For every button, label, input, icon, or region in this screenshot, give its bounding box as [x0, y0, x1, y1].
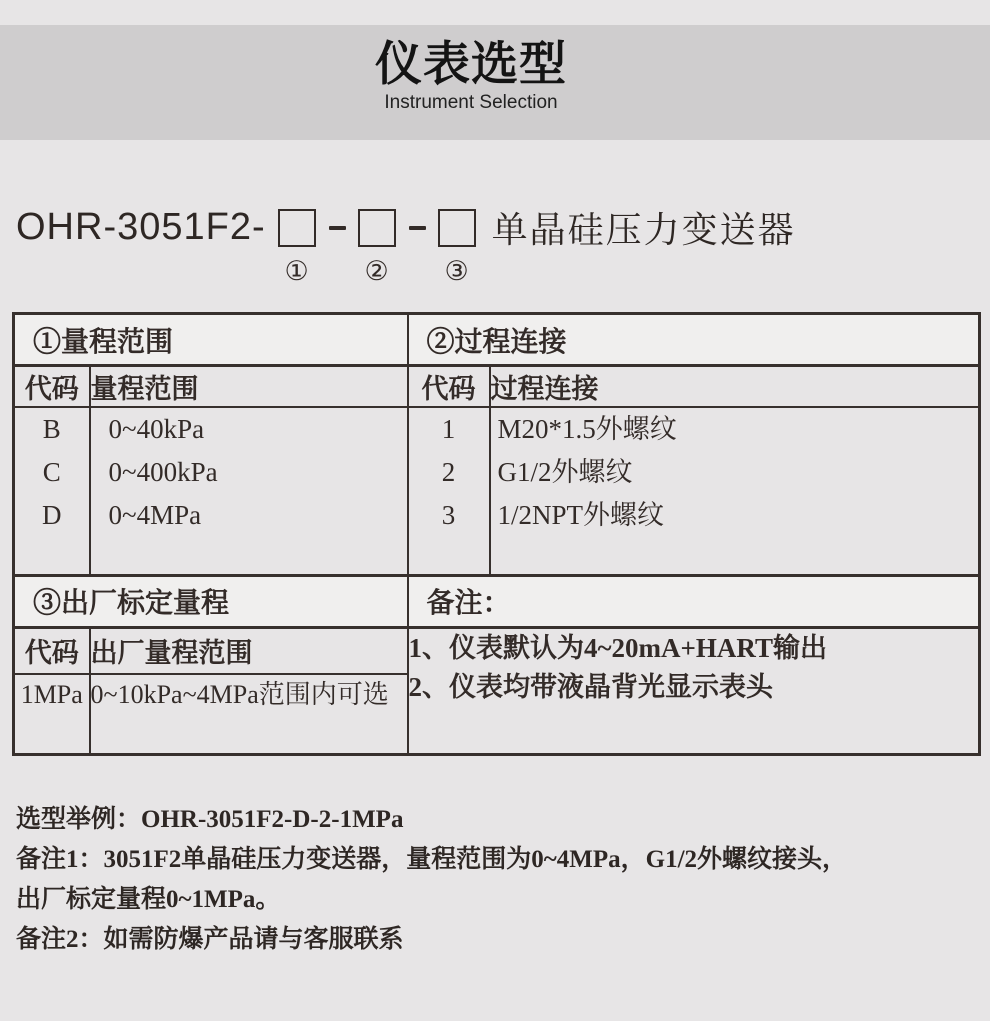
page-title: 仪表选型 — [375, 37, 567, 90]
model-slot-2 — [358, 209, 396, 286]
note1-line1: 备注1：3051F2单晶硅压力变送器，量程范围为0~4MPa，G1/2外螺纹接头， — [16, 845, 848, 873]
table-body-row — [14, 407, 980, 575]
connection-value: G1/2外螺纹 — [497, 457, 633, 487]
code-box-1 — [278, 209, 316, 247]
range-code: C — [42, 457, 61, 487]
remarks-title: 备注： — [408, 575, 980, 627]
model-slot-1 — [278, 209, 316, 286]
note1-line2: 出厂标定量程0~1MPa。 — [16, 885, 281, 913]
range-code: B — [42, 414, 61, 444]
range-value: 0~40kPa — [108, 414, 205, 444]
remark-item: 1、仪表默认为4~20mA+HART输出 — [408, 632, 827, 663]
remark-item: 2、仪表均带液晶背光显示表头 — [408, 671, 774, 702]
code-box-2 — [358, 209, 396, 247]
code-box-3 — [438, 209, 476, 247]
connection-code: 2 — [441, 457, 456, 487]
page-subtitle: Instrument Selection — [384, 92, 558, 114]
column-header-row-1 — [14, 366, 980, 408]
range-value: 0~4MPa — [108, 500, 202, 530]
factory-range-code: 1MPa — [14, 674, 90, 754]
model-suffix: 单晶硅压力变送器 — [491, 209, 796, 250]
connection-code: 3 — [441, 500, 456, 530]
model-slot-3 — [438, 209, 476, 286]
model-prefix: OHR-3051F2- — [16, 206, 266, 248]
selection-example: 选型举例：OHR-3051F2-D-2-1MPa — [16, 805, 404, 833]
slot-2-label: ② — [364, 255, 389, 286]
section1-values — [109, 408, 407, 537]
bottom-notes — [16, 800, 980, 960]
column-header-row-2 — [14, 627, 980, 674]
connection-value: 1/2NPT外螺纹 — [497, 500, 665, 530]
remarks-cell — [408, 627, 980, 754]
section1-col2-header: 量程范围 — [90, 366, 408, 408]
section2-col2-header: 过程连接 — [490, 366, 980, 408]
section1-codes — [15, 408, 89, 537]
selection-table — [12, 312, 981, 756]
slot-3-label: ③ — [444, 255, 469, 286]
section3-title: ③出厂标定量程 — [14, 575, 408, 627]
note2: 备注2：如需防爆产品请与客服联系 — [16, 925, 404, 953]
dash-separator-2 — [409, 226, 426, 230]
section1-col1-header: 代码 — [14, 366, 90, 408]
connection-value: M20*1.5外螺纹 — [497, 414, 677, 444]
section1-title: ①量程范围 — [14, 314, 408, 366]
factory-range-value: 0~10kPa~4MPa范围内可选 — [90, 674, 408, 754]
header-band — [0, 25, 990, 140]
section2-col1-header: 代码 — [408, 366, 490, 408]
section3-col2-header: 出厂量程范围 — [90, 627, 408, 674]
section2-codes — [409, 408, 489, 537]
range-value: 0~400kPa — [108, 457, 218, 487]
section3-col1-header: 代码 — [14, 627, 90, 674]
dash-separator-1 — [329, 226, 346, 230]
slot-1-label: ① — [284, 255, 309, 286]
range-code: D — [42, 500, 62, 530]
model-code-line — [16, 202, 990, 306]
section-header-row-2 — [14, 575, 980, 627]
section-header-row-1 — [14, 314, 980, 366]
section2-title: ②过程连接 — [408, 314, 980, 366]
connection-code: 1 — [441, 414, 456, 444]
section2-values — [498, 408, 979, 537]
